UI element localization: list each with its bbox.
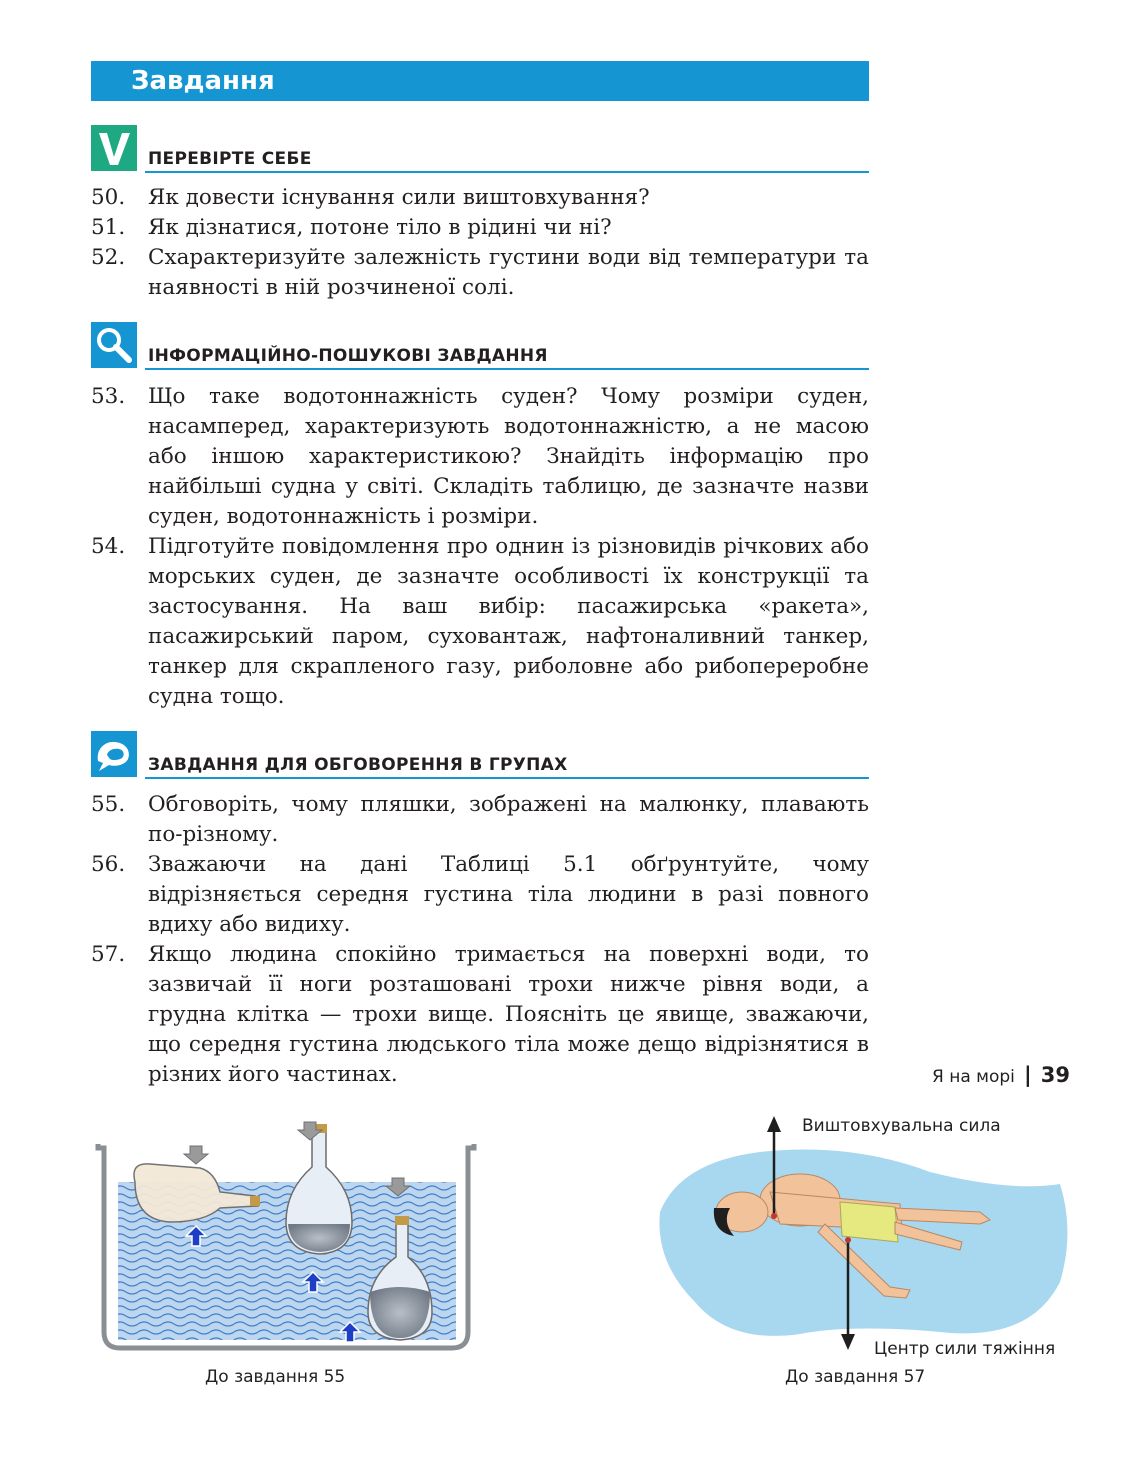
section-title: ЗАВДАННЯ ДЛЯ ОБГОВОРЕННЯ В ГРУПАХ bbox=[148, 755, 568, 775]
section-header-group-discussion bbox=[91, 731, 869, 777]
question-52 bbox=[91, 243, 869, 303]
question-number: 50. bbox=[91, 185, 126, 210]
question-text: Як дізнатися, потоне тіло в рідині чи ні? bbox=[148, 215, 612, 240]
question-text: Як довести існування сили виштовхування? bbox=[148, 185, 650, 210]
question-56 bbox=[91, 850, 869, 940]
checkmark-icon bbox=[91, 125, 137, 171]
question-number: 53. bbox=[91, 384, 126, 409]
section-divider bbox=[145, 777, 869, 779]
question-text: Що таке водотоннажність суден? Чому розміри суден, насамперед, характеризують водотоннажністю, а не масою або іншою характеристикою? Знайдіть інформацію про найбільші судна у світі. Складіть таблицю, де зазначте назви суден, водотоннажність і розміри. bbox=[148, 384, 869, 529]
magnifier-icon bbox=[91, 322, 137, 368]
chapter-name: Я на морі bbox=[932, 1067, 1015, 1087]
figure-caption-55: До завдання 55 bbox=[205, 1367, 346, 1387]
question-number: 56. bbox=[91, 852, 126, 877]
question-text: Схарактеризуйте залежність густини води від температури та наявності в ній розчиненої солі. bbox=[148, 245, 869, 300]
question-text: Якщо людина спокійно тримається на поверхні води, то зазвичай її ноги розташовані трохи нижче рівня води, а грудна клітка — трохи вище. Поясніть це явище, зважаючи, що середня густина людського тіла може дещо відрізнятися в різних його частинах. bbox=[148, 942, 869, 1087]
section-banner bbox=[91, 61, 869, 101]
section-title: ПЕРЕВІРТЕ СЕБЕ bbox=[148, 149, 312, 169]
section-divider bbox=[145, 171, 869, 173]
footer-separator: | bbox=[1024, 1063, 1032, 1087]
section-title: ІНФОРМАЦІЙНО-ПОШУКОВІ ЗАВДАННЯ bbox=[148, 346, 548, 366]
question-number: 54. bbox=[91, 534, 126, 559]
figure-caption-57: До завдання 57 bbox=[785, 1367, 926, 1387]
section-header-self-check bbox=[91, 125, 869, 171]
question-number: 55. bbox=[91, 792, 126, 817]
bottles-in-water-figure bbox=[90, 1112, 480, 1357]
question-text: Зважаючи на дані Таблиці 5.1 обґрунтуйте, чому відрізняється середня густина тіла людини в разі повного вдиху або видиху. bbox=[148, 852, 869, 937]
question-number: 51. bbox=[91, 215, 126, 240]
section-divider bbox=[145, 368, 869, 370]
banner-title: Завдання bbox=[131, 66, 275, 96]
question-57 bbox=[91, 940, 869, 1090]
question-number: 57. bbox=[91, 942, 126, 967]
question-50 bbox=[91, 183, 869, 213]
center-of-gravity-label: Центр сили тяжіння bbox=[874, 1339, 1056, 1359]
question-55 bbox=[91, 790, 869, 850]
page-footer bbox=[900, 1063, 1070, 1087]
question-54 bbox=[91, 532, 869, 712]
floating-person-figure bbox=[650, 1112, 1075, 1362]
question-number: 52. bbox=[91, 245, 126, 270]
section-header-research bbox=[91, 322, 869, 368]
page-number: 39 bbox=[1040, 1063, 1070, 1087]
question-51 bbox=[91, 213, 869, 243]
buoyant-force-label: Виштовхувальна сила bbox=[802, 1116, 1001, 1136]
question-text: Обговоріть, чому пляшки, зображені на малюнку, плавають по-різному. bbox=[148, 792, 869, 847]
question-text: Підготуйте повідомлення про однин із різновидів річкових або морських суден, де зазначте особливості їх конструкції та застосування. На ваш вибір: пасажирська «ракета», пасажирський паром, суховантаж, нафтоналивний танкер, танкер для скрапленого газу, риболовне або рибопереробне судна тощо. bbox=[148, 534, 869, 709]
speech-bubbles-icon bbox=[91, 731, 137, 777]
question-53 bbox=[91, 382, 869, 532]
